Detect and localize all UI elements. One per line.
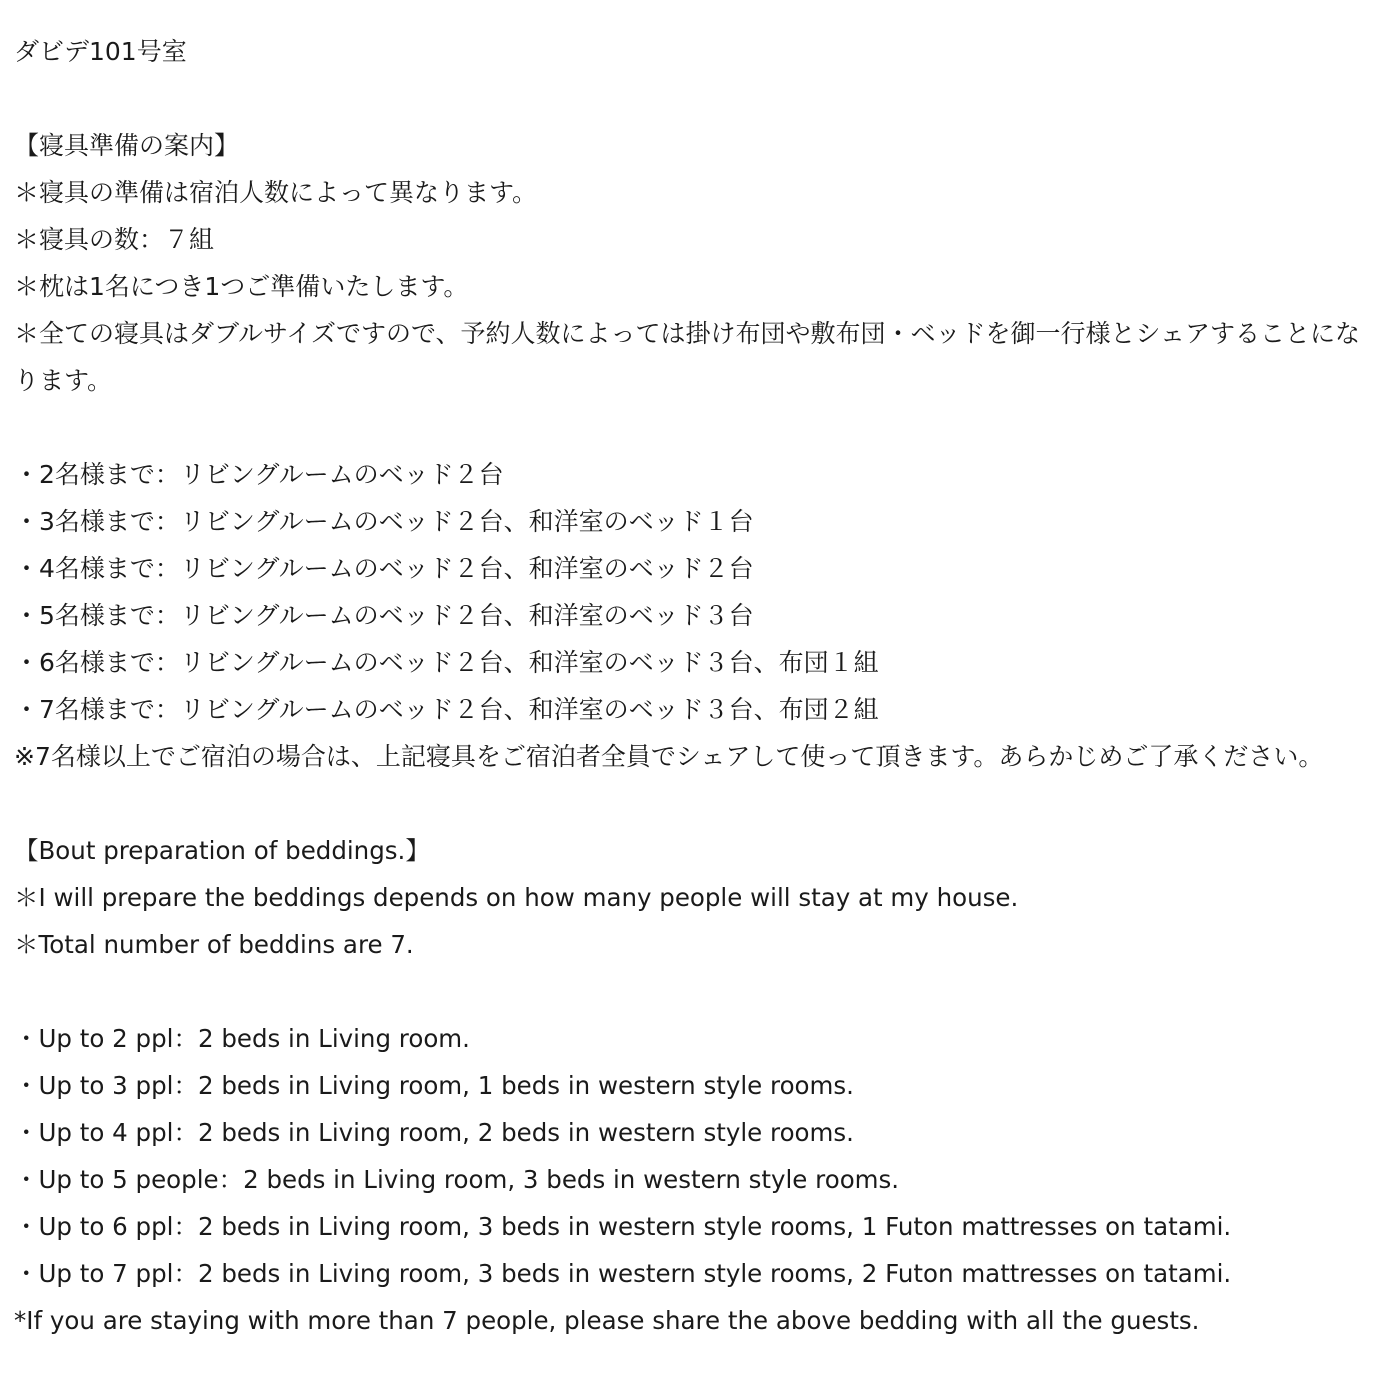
en-footnote: *If you are staying with more than 7 people, please share the above bedding with all the guests.	[14, 1306, 1200, 1335]
spacer	[14, 75, 1376, 122]
jp-note: ＊寝具の準備は宿泊人数によって異なります。	[14, 178, 538, 207]
en-tier-item: ・Up to 7 ppl：2 beds in Living room, 3 beds in western style rooms, 2 Futon mattresses on tatami.	[14, 1259, 1232, 1288]
en-tier-item: ・Up to 5 people：2 beds in Living room, 3 beds in western style rooms.	[14, 1165, 900, 1194]
room-title: ダビデ101号室	[14, 37, 187, 66]
jp-note: ＊枕は1名につき1つご準備いたします。	[14, 272, 469, 301]
en-tier-item: ・Up to 6 ppl：2 beds in Living room, 3 beds in western style rooms, 1 Futon mattresses on tatami.	[14, 1212, 1232, 1241]
jp-tier-item: ・2名様まで：リビングルームのベッド２台	[14, 460, 504, 489]
jp-tier-item: ・5名様まで：リビングルームのベッド２台、和洋室のベッド３台	[14, 601, 754, 630]
jp-tier-item: ・6名様まで：リビングルームのベッド２台、和洋室のベッド３台、布団１組	[14, 648, 879, 677]
jp-tier-item: ・7名様まで：リビングルームのベッド２台、和洋室のベッド３台、布団２組	[14, 695, 879, 724]
en-note: ＊Total number of beddins are 7.	[14, 930, 414, 959]
en-tier-item: ・Up to 2 ppl：2 beds in Living room.	[14, 1024, 470, 1053]
spacer	[14, 780, 1376, 827]
jp-footnote: ※7名様以上でご宿泊の場合は、上記寝具をご宿泊者全員でシェアして使って頂きます。あらかじめご了承ください。	[14, 742, 1324, 771]
jp-tier-item: ・4名様まで：リビングルームのベッド２台、和洋室のベッド２台	[14, 554, 754, 583]
bedding-notice-document	[14, 28, 1376, 1344]
en-heading: 【Bout preparation of beddings.】	[14, 836, 430, 865]
jp-note: ＊全ての寝具はダブルサイズですので、予約人数によっては掛け布団や敷布団・ベッドを御一行様とシェアすることになります。	[14, 319, 1361, 395]
en-tier-item: ・Up to 4 ppl：2 beds in Living room, 2 beds in western style rooms.	[14, 1118, 854, 1147]
spacer	[14, 968, 1376, 1015]
jp-tier-item: ・3名様まで：リビングルームのベッド２台、和洋室のベッド１台	[14, 507, 754, 536]
en-tier-item: ・Up to 3 ppl：2 beds in Living room, 1 beds in western style rooms.	[14, 1071, 854, 1100]
spacer	[14, 404, 1376, 451]
jp-note: ＊寝具の数：７組	[14, 225, 215, 254]
jp-heading: 【寝具準備の案内】	[14, 131, 240, 160]
en-note: ＊I will prepare the beddings depends on how many people will stay at my house.	[14, 883, 1019, 912]
